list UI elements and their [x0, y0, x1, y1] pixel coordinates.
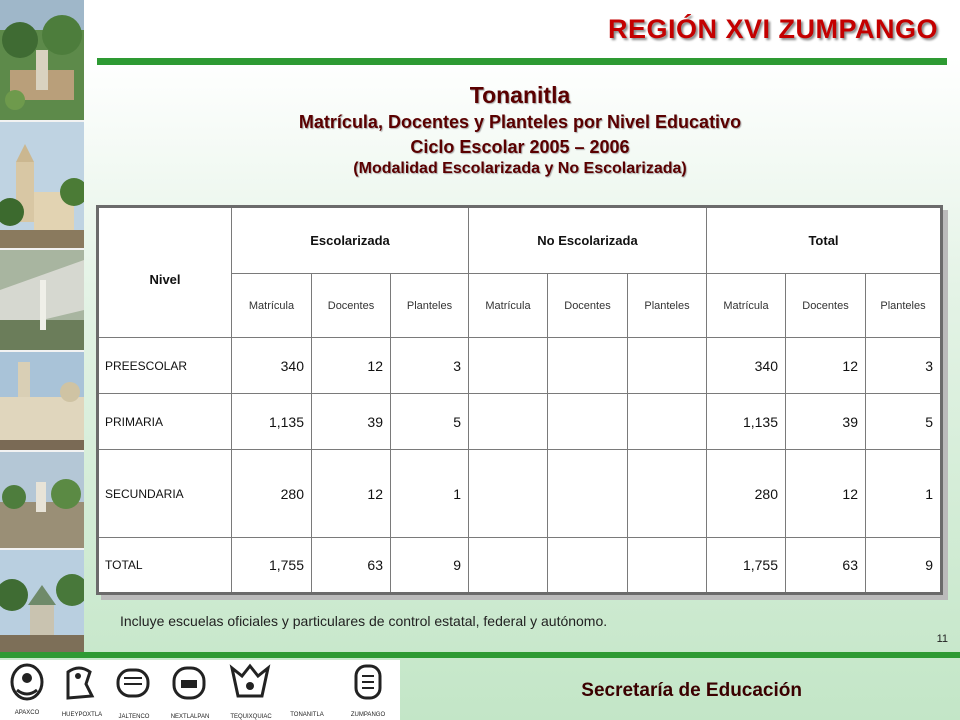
cell [548, 450, 628, 538]
cell: 1,755 [707, 538, 786, 594]
cell: 12 [786, 338, 866, 394]
footer [0, 660, 960, 720]
logo-label-tonanitla: TONANITLA [290, 712, 324, 718]
col-header-docentes: Docentes [786, 274, 866, 338]
row-label: SECUNDARIA [98, 450, 232, 538]
cell [469, 338, 548, 394]
cell: 280 [232, 450, 312, 538]
palace-photo [0, 352, 84, 452]
tonanitla-glyph-icon [290, 662, 320, 702]
cell [628, 394, 707, 450]
kiosk-photo [0, 550, 84, 658]
cell: 1,135 [707, 394, 786, 450]
cell: 5 [391, 394, 469, 450]
footnote: Incluye escuelas oficiales y particulares de control estatal, federal y autónomo. [120, 613, 608, 629]
col-header-planteles: Planteles [628, 274, 707, 338]
col-header-matricula: Matrícula [469, 274, 548, 338]
cell: 1 [866, 450, 942, 538]
col-header-planteles: Planteles [866, 274, 942, 338]
group-header-no-escolarizada: No Escolarizada [469, 207, 707, 274]
region-title: REGIÓN XVI ZUMPANGO [607, 14, 938, 44]
apaxco-glyph-icon [8, 662, 46, 702]
cell: 12 [312, 450, 391, 538]
jaltenco-glyph-icon [114, 662, 152, 702]
cell: 63 [312, 538, 391, 594]
cell: 39 [312, 394, 391, 450]
cell: 1,135 [232, 394, 312, 450]
group-header-escolarizada: Escolarizada [232, 207, 469, 274]
photo-strip [0, 0, 84, 658]
church-photo [0, 122, 84, 250]
cell [628, 538, 707, 594]
logo-label-jaltenco: JALTENCO [118, 714, 150, 720]
cell: 340 [232, 338, 312, 394]
cell: 3 [391, 338, 469, 394]
school-cycle: Ciclo Escolar 2005 – 2006 [410, 137, 630, 157]
monument-photo [0, 250, 84, 352]
page-subtitle: Matrícula, Docentes y Planteles por Nivel Educativo [298, 112, 742, 132]
cell: 39 [786, 394, 866, 450]
cell: 3 [866, 338, 942, 394]
logo-label-tequixquiac: TEQUIXQUIAC [230, 714, 272, 720]
cell [628, 450, 707, 538]
logo-label-hueypoxtla: HUEYPOXTLA [61, 712, 103, 718]
cell: 9 [391, 538, 469, 594]
table-row [98, 394, 942, 450]
cell [548, 338, 628, 394]
cell [469, 394, 548, 450]
col-header-planteles: Planteles [391, 274, 469, 338]
col-header-docentes: Docentes [548, 274, 628, 338]
row-label: PREESCOLAR [98, 338, 232, 394]
secretaria-label: Secretaría de Educación [581, 680, 802, 701]
col-header-docentes: Docentes [312, 274, 391, 338]
cell: 63 [786, 538, 866, 594]
park-photo [0, 452, 84, 550]
cell: 1,755 [232, 538, 312, 594]
top-divider [97, 58, 947, 65]
cell: 1 [391, 450, 469, 538]
page-number: 11 [936, 633, 948, 645]
logo-label-apaxco: APAXCO [14, 710, 40, 716]
logo-label-zumpango: ZUMPANGO [350, 712, 386, 718]
cell: 340 [707, 338, 786, 394]
cell [548, 394, 628, 450]
col-header-matricula: Matrícula [232, 274, 312, 338]
table-row [98, 338, 942, 394]
table-row [98, 450, 942, 538]
plaza-photo [0, 0, 84, 122]
cell [469, 450, 548, 538]
cell [628, 338, 707, 394]
cell: 5 [866, 394, 942, 450]
nivel-header: Nivel [98, 207, 232, 338]
zumpango-glyph-icon [350, 662, 386, 702]
tequixquiac-glyph-icon [228, 662, 272, 702]
cell: 9 [866, 538, 942, 594]
hueypoxtla-glyph-icon [62, 662, 96, 702]
cell: 280 [707, 450, 786, 538]
table-row-total [98, 538, 942, 594]
municipality-logos [0, 660, 400, 720]
logo-label-nextlalpan: NEXTLALPAN [170, 714, 210, 720]
cell: 12 [312, 338, 391, 394]
page-title: Tonanitla [469, 82, 571, 108]
col-header-matricula: Matrícula [707, 274, 786, 338]
cell: 12 [786, 450, 866, 538]
nextlalpan-glyph-icon [170, 662, 208, 702]
modality-note: (Modalidad Escolarizada y No Escolarizada) [353, 160, 687, 177]
row-label: PRIMARIA [98, 394, 232, 450]
cell [469, 538, 548, 594]
bottom-divider [0, 652, 960, 658]
group-header-total: Total [707, 207, 942, 274]
cell [548, 538, 628, 594]
row-label: TOTAL [98, 538, 232, 594]
enrollment-table [96, 205, 943, 595]
